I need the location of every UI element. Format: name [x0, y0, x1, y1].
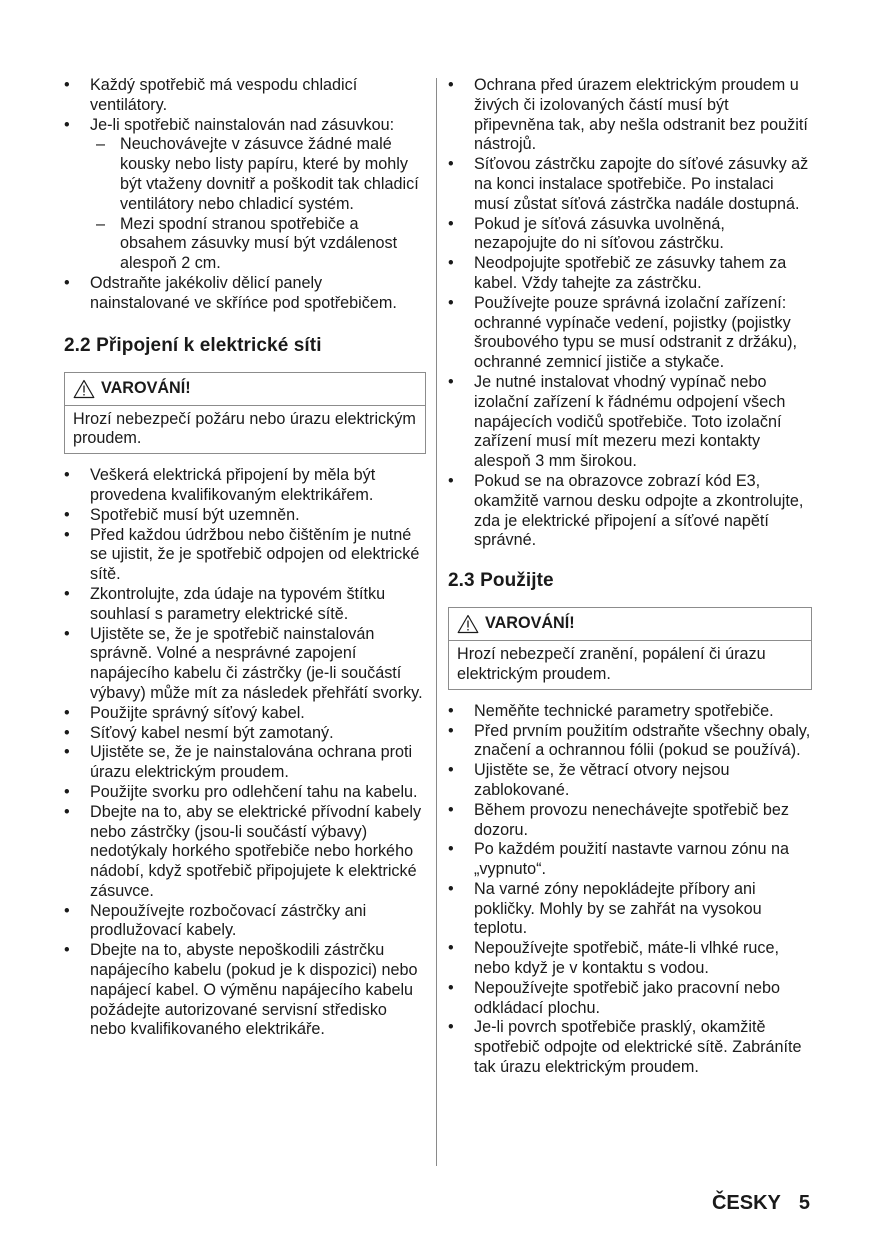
list-item-text: Ujistěte se, že je spotřebič nainstalován správně. Volné a nesprávné zapojení napájecího kabelu či zástrčky (je-li součástí výbavy) může mít za následek přehřátí svorky. — [90, 624, 423, 702]
list-item — [64, 274, 426, 314]
list-item-text: Dbejte na to, abyste nepoškodili zástrčku napájecího kabelu (pokud je k dispozici) nebo napájecí kabel. O výměnu napájecího kabelu požádejte autorizované servisní středisko nebo kvalifikovaného elektrikáře. — [90, 941, 418, 1039]
warning-title: VAROVÁNÍ! — [101, 378, 191, 397]
list-item-text: Na varné zóny nepokládejte příbory ani pokličky. Mohly by se zahřát na vysokou teplotu. — [474, 879, 762, 938]
warning-box-electrical — [64, 372, 426, 455]
sub-list — [90, 135, 426, 274]
intro-list — [64, 76, 426, 314]
list-item — [64, 803, 426, 902]
list-item-text: Je nutné instalovat vhodný vypínač nebo izolační zařízení k řádnému odpojení všech napájecích vodičů spotřebiče. Toto izolační zařízení musí mít mezeru mezi kontakty alespoň 3 mm širokou. — [474, 372, 786, 471]
list-item — [64, 526, 426, 585]
warning-text: Hrozí nebezpečí zranění, popálení či úrazu elektrickým proudem. — [457, 645, 766, 683]
list-item-text: Nepoužívejte spotřebič, máte-li vlhké ruce, nebo když je v kontaktu s vodou. — [474, 939, 780, 978]
list-item — [448, 702, 812, 722]
list-item-text: Po každém použití nastavte varnou zónu na „vypnuto“. — [474, 840, 789, 879]
warning-triangle-icon — [73, 379, 95, 399]
left-column — [64, 76, 426, 1040]
warning-title-row — [449, 608, 811, 641]
list-item-text: Zkontrolujte, zda údaje na typovém štítku souhlasí s parametry elektrické sítě. — [90, 584, 386, 623]
list-item-text: Použijte svorku pro odlehčení tahu na kabelu. — [90, 782, 418, 801]
list-item-text: Pokud se na obrazovce zobrazí kód E3, okamžitě varnou desku odpojte a zkontrolujte, zda je elektrické připojení a síťové napětí správné. — [474, 471, 804, 550]
list-item — [448, 939, 812, 979]
list-item — [64, 76, 426, 116]
list-item-text: Je-li povrch spotřebiče prasklý, okamžitě spotřebič odpojte od elektrické sítě. Zabráníte tak úrazu elektrickým proudem. — [474, 1018, 802, 1077]
list-item-text: Nepoužívejte rozbočovací zástrčky ani prodlužovací kabely. — [90, 901, 367, 940]
list-item-text: Spotřebič musí být uzemněn. — [90, 505, 300, 524]
right-column — [448, 76, 812, 1078]
list-item — [64, 704, 426, 724]
list-item-text: Odstraňte jakékoliv dělicí panely nainstalované ve skříńce pod spotřebičem. — [90, 273, 397, 312]
section-heading-electrical: 2.2 Připojení k elektrické síti — [64, 334, 322, 356]
list-item-text: Každý spotřebič má vespodu chladicí ventilátory. — [90, 76, 358, 114]
list-item-text: Během provozu nenechávejte spotřebič bez dozoru. — [474, 800, 789, 839]
list-item — [448, 472, 812, 551]
list-item — [64, 585, 426, 625]
sub-list-item — [90, 215, 426, 274]
list-item — [64, 902, 426, 942]
page-footer — [712, 1190, 810, 1216]
list-item — [64, 116, 426, 274]
list-item-text: Používejte pouze správná izolační zařízení: ochranné vypínače vedení, pojistky (pojistky šroubového typu se musí odstranit z držáku), ochranné zemnicí jističe a stykače. — [474, 293, 798, 372]
list-item — [64, 506, 426, 526]
list-item-text: Nepoužívejte spotřebič jako pracovní nebo odkládací plochu. — [474, 978, 780, 1017]
list-item-text: Ochrana před úrazem elektrickým proudem u živých či izolovaných částí musí být připevněna tak, aby nešla odstranit bez použití nástrojů. — [474, 76, 808, 154]
warning-box-use — [448, 607, 812, 690]
list-item-text: Veškerá elektrická připojení by měla být provedena kvalifikovaným elektrikářem. — [90, 466, 376, 504]
list-item-text: Před každou údržbou nebo čištěním je nutné se ujistit, že je spotřebič odpojen od elektrické sítě. — [90, 525, 420, 584]
list-item-text: Síťový kabel nesmí být zamotaný. — [90, 723, 334, 742]
list-item-text: Je-li spotřebič nainstalován nad zásuvkou: — [90, 115, 395, 134]
list-item — [448, 722, 812, 762]
electrical-safety-list — [64, 466, 426, 1040]
list-item — [448, 254, 812, 294]
list-item — [448, 979, 812, 1019]
list-item-text: Použijte správný síťový kabel. — [90, 703, 305, 722]
list-item — [64, 783, 426, 803]
list-item — [64, 941, 426, 1040]
use-safety-list — [448, 702, 812, 1078]
sub-list-item — [90, 135, 426, 214]
list-item — [64, 743, 426, 783]
list-item-text: Ujistěte se, že je nainstalována ochrana proti úrazu elektrickým proudem. — [90, 743, 413, 782]
list-item — [64, 724, 426, 744]
list-item — [448, 840, 812, 880]
list-item — [448, 880, 812, 939]
list-item-text: Pokud je síťová zásuvka uvolněná, nezapojujte do ni síťovou zástrčku. — [474, 214, 725, 253]
list-item — [64, 625, 426, 704]
list-item — [448, 761, 812, 801]
list-item-text: Před prvním použitím odstraňte všechny obaly, značení a ochrannou fólii (pokud se používá). — [474, 721, 811, 760]
footer-language: ČESKY — [711, 1192, 781, 1214]
sub-list-item-text: Neuchovávejte v zásuvce žádné malé kousky nebo listy papíru, které by mohly být vtaženy dovnitř a poškodit tak chladicí ventilátory nebo chladicí systém. — [120, 135, 419, 213]
list-item — [448, 155, 812, 214]
list-item — [448, 215, 812, 255]
list-item-text: Neměňte technické parametry spotřebiče. — [474, 701, 774, 720]
list-item — [448, 373, 812, 472]
warning-title: VAROVÁNÍ! — [485, 614, 575, 633]
sub-list-item-text: Mezi spodní stranou spotřebiče a obsahem zásuvky musí být vzdálenost alespoň 2 cm. — [120, 214, 398, 273]
warning-title-row — [65, 373, 425, 406]
list-item-text: Ujistěte se, že větrací otvory nejsou zablokované. — [474, 761, 730, 799]
column-divider — [436, 78, 437, 1166]
list-item — [448, 801, 812, 841]
list-item-text: Neodpojujte spotřebič ze zásuvky tahem za kabel. Vždy tahejte za zástrčku. — [474, 254, 787, 292]
list-item-text: Dbejte na to, aby se elektrické přívodní kabely nebo zástrčky (jsou-li součástí výbavy) nedotýkaly horkého spotřebiče nebo horkého nádobí, když spotřebič připojujete k elektrické zásuvce. — [90, 802, 422, 900]
page-number: 5 — [798, 1192, 810, 1214]
section-heading-use: 2.3 Použijte — [448, 570, 554, 592]
list-item — [64, 466, 426, 506]
list-item — [448, 76, 812, 155]
electrical-safety-list-continued — [448, 76, 812, 551]
list-item — [448, 1018, 812, 1077]
warning-triangle-icon — [457, 614, 479, 634]
list-item — [448, 294, 812, 373]
list-item-text: Síťovou zástrčku zapojte do síťové zásuvky až na konci instalace spotřebiče. Po instalaci musí zůstat síťová zástrčka nadále dostupná. — [474, 155, 809, 213]
warning-text: Hrozí nebezpečí požáru nebo úrazu elektrickým proudem. — [73, 409, 416, 448]
